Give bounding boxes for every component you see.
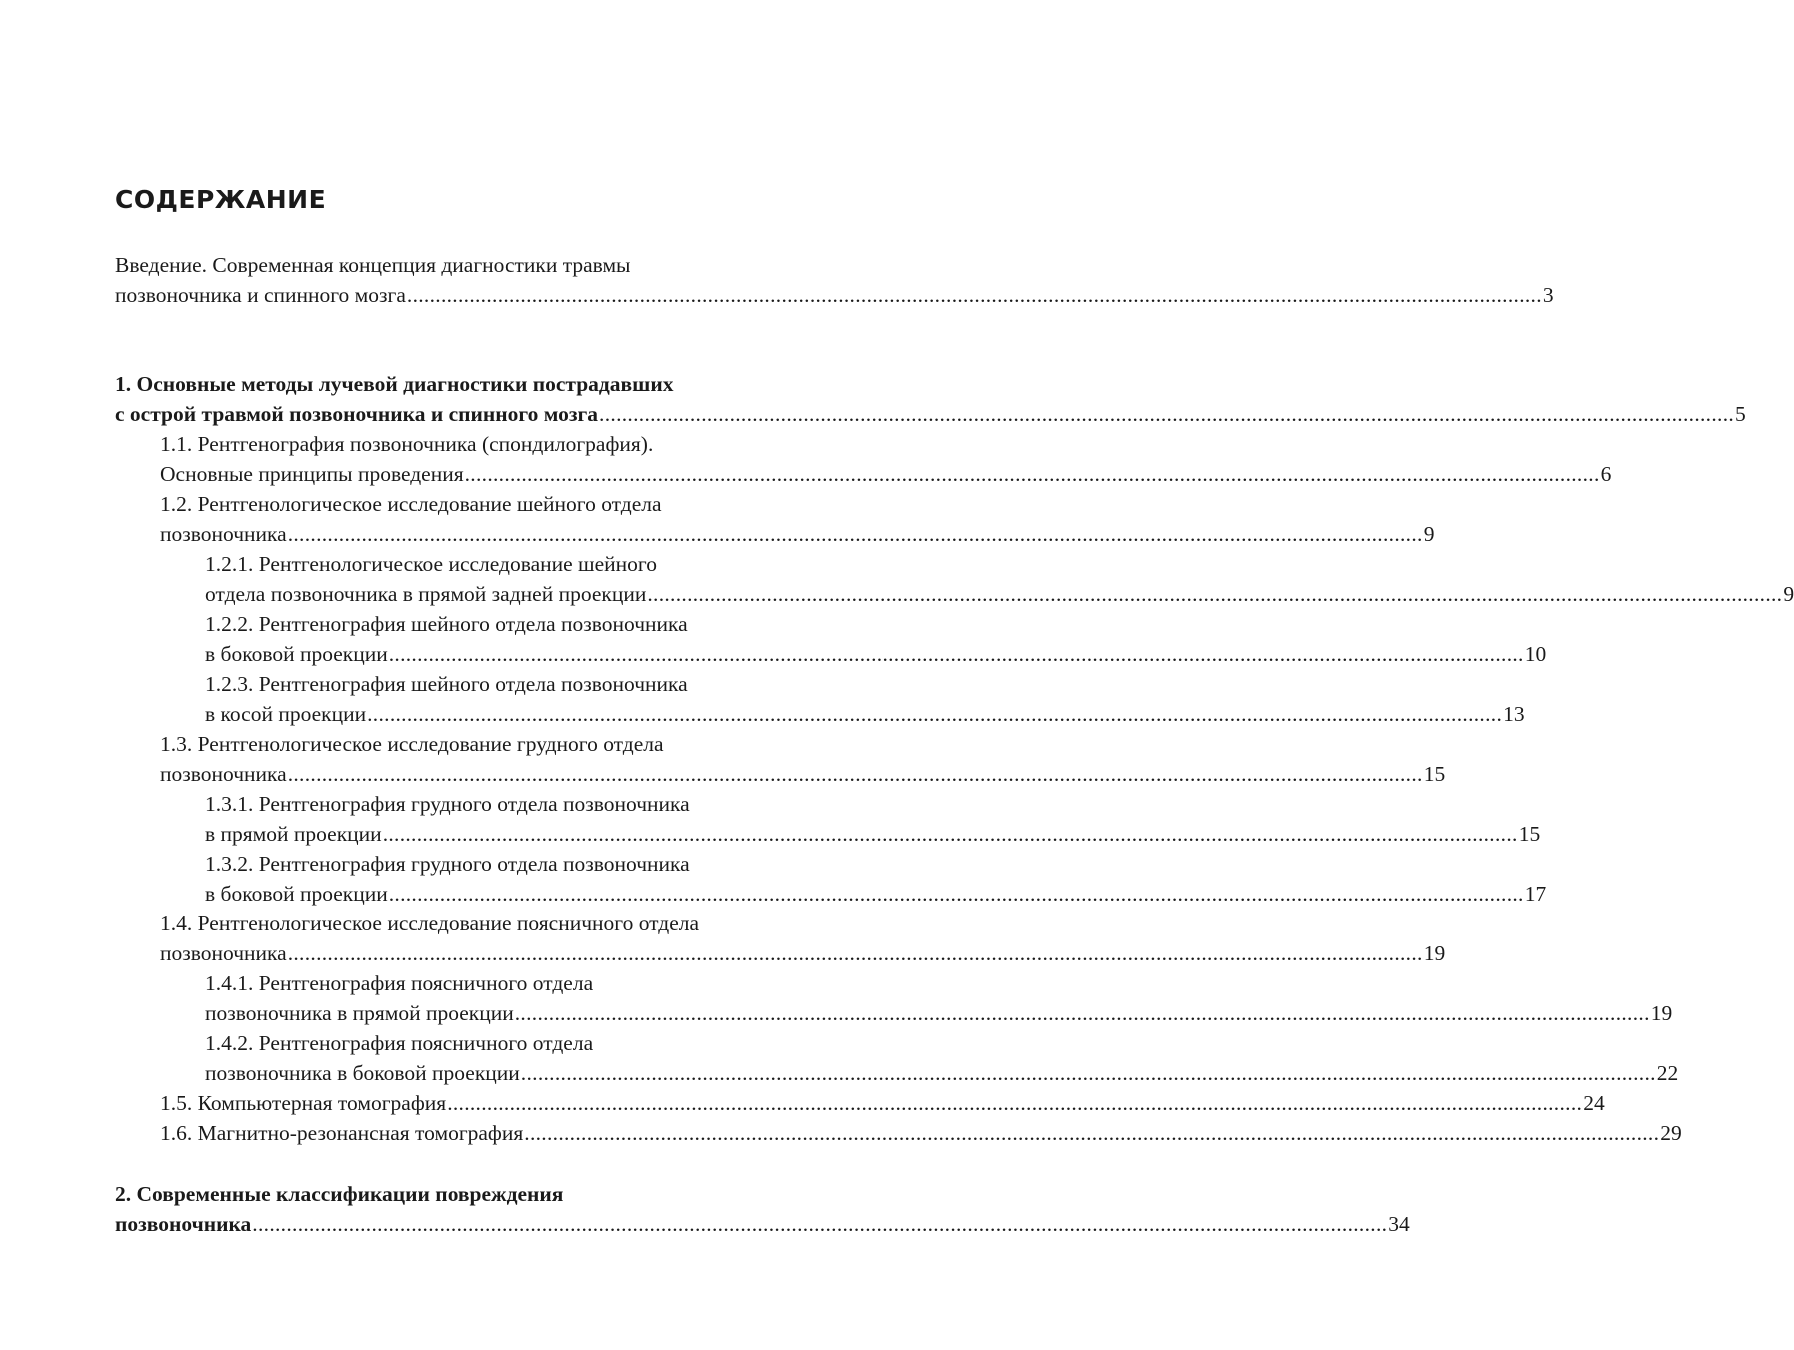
toc-page-number: 19	[1423, 941, 1446, 965]
dot-leader: ........................................................................................................................................................................................................	[599, 402, 1735, 426]
toc-entry-1-3-2[interactable]	[205, 849, 1547, 909]
toc-entry-text: 1.1. Рентгенография позвоночника (спондилография).	[160, 432, 654, 456]
toc-entry-text: 1.4.1. Рентгенография поясничного отдела	[205, 971, 594, 995]
toc-entry-1-4-1[interactable]	[205, 968, 1673, 1028]
dot-leader: ........................................................................................................................................................................................................	[287, 522, 1423, 546]
dot-leader: ........................................................................................................................................................................................................	[520, 1061, 1656, 1085]
dot-leader: ........................................................................................................................................................................................................	[252, 1212, 1388, 1236]
dot-leader: ........................................................................................................................................................................................................	[287, 762, 1423, 786]
toc-entry-1-2-2[interactable]	[205, 609, 1547, 669]
toc-entry-chapter-2[interactable]	[115, 1179, 1410, 1239]
toc-entry-text: 1.6. Магнитно-резонансная томография	[160, 1121, 524, 1145]
toc-entry-text: 1.2.3. Рентгенография шейного отдела позвоночника	[205, 672, 688, 696]
dot-leader: ........................................................................................................................................................................................................	[647, 582, 1783, 606]
toc-entry-text: 1.4.2. Рентгенография поясничного отдела	[205, 1031, 594, 1055]
dot-leader: ........................................................................................................................................................................................................	[524, 1121, 1660, 1145]
toc-page-number: 9	[1783, 582, 1794, 606]
toc-entry-text: 1.2.1. Рентгенологическое исследование шейного	[205, 552, 657, 576]
toc-entry-1-2-1[interactable]	[205, 549, 1794, 609]
toc-page-number: 34	[1388, 1212, 1410, 1236]
dot-leader: ........................................................................................................................................................................................................	[367, 702, 1503, 726]
toc-entry-1-4[interactable]	[160, 908, 1446, 968]
toc-entry-text: позвоночника	[115, 1212, 252, 1236]
toc-entry-text: позвоночника в прямой проекции	[205, 1001, 514, 1025]
toc-entry-text: с острой травмой позвоночника и спинного мозга	[115, 402, 599, 426]
toc-page-number: 22	[1656, 1061, 1679, 1085]
toc-entry-text: позвоночника	[160, 762, 287, 786]
dot-leader: ........................................................................................................................................................................................................	[287, 941, 1423, 965]
toc-entry-1-2-3[interactable]	[205, 669, 1525, 729]
toc-entry-text: в прямой проекции	[205, 822, 382, 846]
dot-leader: ........................................................................................................................................................................................................	[388, 642, 1524, 666]
toc-entry-text: 1.5. Компьютерная томография	[160, 1091, 447, 1115]
toc-page-number: 15	[1518, 822, 1541, 846]
toc-entry-1-1[interactable]	[160, 429, 1612, 489]
toc-entry-text: Основные принципы проведения	[160, 462, 464, 486]
toc-entry-text: позвоночника	[160, 522, 287, 546]
toc-entry-1-3-1[interactable]	[205, 789, 1541, 849]
toc-page-number: 5	[1735, 402, 1746, 426]
toc-page-number: 19	[1650, 1001, 1673, 1025]
dot-leader: ........................................................................................................................................................................................................	[388, 882, 1524, 906]
toc-page-number: 29	[1660, 1121, 1682, 1145]
toc-page-number: 9	[1423, 522, 1435, 546]
page-title: СОДЕРЖАНИЕ	[115, 185, 327, 214]
toc-page-number: 6	[1600, 462, 1612, 486]
toc-entry-text: 1.2. Рентгенологическое исследование шейного отдела	[160, 492, 662, 516]
toc-entry-1-3[interactable]	[160, 729, 1446, 789]
dot-leader: ........................................................................................................................................................................................................	[464, 462, 1600, 486]
dot-leader: ........................................................................................................................................................................................................	[406, 283, 1542, 307]
toc-entry-text: 1.4. Рентгенологическое исследование поясничного отдела	[160, 911, 700, 935]
toc-entry-1-5[interactable]	[160, 1088, 1605, 1118]
toc-entry-introduction[interactable]	[115, 250, 1554, 310]
toc-entry-1-2[interactable]	[160, 489, 1435, 549]
toc-entry-text: в боковой проекции	[205, 882, 388, 906]
toc-page-number: 17	[1524, 882, 1547, 906]
toc-page-number: 13	[1503, 702, 1525, 726]
toc-entry-text: Введение. Современная концепция диагностики травмы	[115, 253, 631, 277]
toc-page-number: 15	[1423, 762, 1446, 786]
toc-entry-text: 1.2.2. Рентгенография шейного отдела позвоночника	[205, 612, 688, 636]
toc-entry-text: 1. Основные методы лучевой диагностики пострадавших	[115, 372, 674, 396]
toc-entry-text: позвоночника в боковой проекции	[205, 1061, 520, 1085]
toc-entry-1-6[interactable]	[160, 1118, 1682, 1148]
toc-entry-text: 1.3. Рентгенологическое исследование грудного отдела	[160, 732, 664, 756]
toc-page-number: 10	[1524, 642, 1547, 666]
toc-entry-text: 1.3.2. Рентгенография грудного отдела позвоночника	[205, 852, 690, 876]
dot-leader: ........................................................................................................................................................................................................	[514, 1001, 1650, 1025]
toc-entry-text: в косой проекции	[205, 702, 367, 726]
toc-entry-text: позвоночника и спинного мозга	[115, 283, 406, 307]
toc-entry-text: в боковой проекции	[205, 642, 388, 666]
toc-page-number: 3	[1542, 283, 1554, 307]
toc-entry-1-4-2[interactable]	[205, 1028, 1679, 1088]
toc-entry-text: позвоночника	[160, 941, 287, 965]
dot-leader: ........................................................................................................................................................................................................	[447, 1091, 1583, 1115]
toc-entry-chapter-1[interactable]	[115, 369, 1746, 429]
toc-entry-text: отдела позвоночника в прямой задней проекции	[205, 582, 647, 606]
toc-entry-text: 1.3.1. Рентгенография грудного отдела позвоночника	[205, 792, 690, 816]
toc-entry-text: 2. Современные классификации повреждения	[115, 1182, 564, 1206]
toc-page-number: 24	[1583, 1091, 1605, 1115]
dot-leader: ........................................................................................................................................................................................................	[382, 822, 1518, 846]
